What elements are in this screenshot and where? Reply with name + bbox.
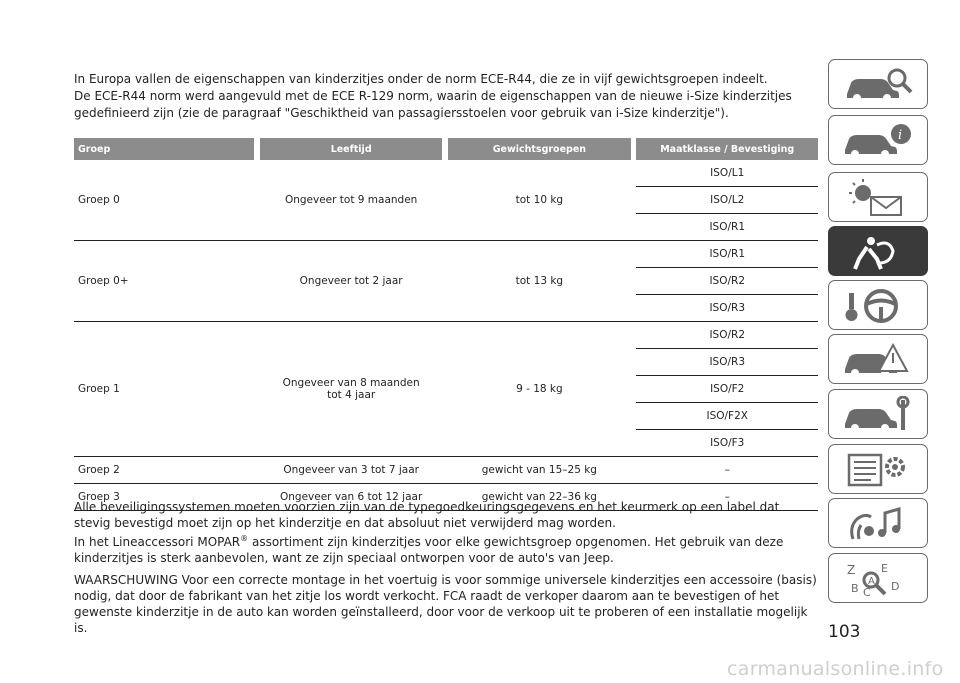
intro-paragraph-2: De ECE-R44 norm werd aangevuld met de ECE R-129 norm, waarin de eigenschappen van de nieuwe i-Size kinderzitjes gedefinieerd zijn (zie de paragraaf "Geschiktheid van passagiersstoelen voor gebruik van i-Size kinderzitje"). <box>74 89 792 120</box>
svg-text:i: i <box>898 128 903 143</box>
intro-text <box>74 71 818 122</box>
tab-car-warning[interactable] <box>828 334 928 384</box>
header-gewichtsgroepen: Gewichtsgroepen <box>448 138 631 160</box>
cell-iso: ISO/R1 <box>636 214 818 241</box>
car-search-icon <box>841 66 917 104</box>
warning-lights-icon <box>841 179 917 217</box>
outro-paragraph-3: WAARSCHUWING Voor een correcte montage in het voertuig is voor sommige universele kinderzitjes een accessoire (basis) nodig, dat door de fabrikant van het zitje los wordt verkocht. FCA raadt de verkoper daarom aan te bevestigen of het gewenste kinderzitje in de auto kan worden geïnstalleerd, door voor de verkoop uit te proberen of een installatie mogelijk is. <box>74 573 817 635</box>
table-row <box>74 322 818 349</box>
tab-multimedia[interactable] <box>828 498 928 548</box>
intro-paragraph-1: In Europa vallen de eigenschappen van kinderzitjes onder de norm ECE-R44, die ze in vijf gewichtsgroepen indeelt. <box>74 72 768 86</box>
car-warning-icon <box>841 341 917 379</box>
svg-text:A: A <box>868 576 875 587</box>
table-row <box>74 457 818 484</box>
tab-airbag-seat[interactable] <box>828 226 928 276</box>
cell-groep: Groep 2 <box>74 457 254 484</box>
svg-text:E: E <box>881 562 888 575</box>
cell-gewicht: tot 10 kg <box>448 160 631 241</box>
cell-groep: Groep 0+ <box>74 241 254 322</box>
table-header-row <box>74 138 818 160</box>
airbag-seat-icon <box>841 233 917 271</box>
svg-text:Z: Z <box>847 563 856 577</box>
table-row <box>74 160 818 187</box>
cell-leeftijd: Ongeveer tot 2 jaar <box>260 241 442 322</box>
outro-paragraph-2: In het Lineaccessori MOPAR® assortiment zijn kinderzitjes voor elke gewichtsgroep opgenomen. Het gebruik van deze kinderzitjes is sterk aanbevolen, want ze zijn speciaal ontworpen voor de auto's van Jeep. <box>74 534 784 565</box>
index-icon <box>841 560 917 598</box>
cell-groep: Groep 3 <box>74 484 254 511</box>
cell-leeftijd: Ongeveer van 8 maanden tot 4 jaar <box>260 322 442 457</box>
cell-iso: – <box>636 484 818 511</box>
cell-gewicht: tot 13 kg <box>448 241 631 322</box>
table-row <box>74 241 818 268</box>
cell-leeftijd: Ongeveer van 3 tot 7 jaar <box>260 457 442 484</box>
cell-iso: – <box>636 457 818 484</box>
cell-groep: Groep 0 <box>74 160 254 241</box>
tab-steering-wheel[interactable] <box>828 280 928 330</box>
cell-iso: ISO/R3 <box>636 349 818 376</box>
cell-iso: ISO/R1 <box>636 241 818 268</box>
tab-car-search[interactable] <box>828 59 928 109</box>
page-number: 103 <box>828 622 861 642</box>
cell-iso: ISO/L2 <box>636 187 818 214</box>
svg-text:B: B <box>851 582 859 595</box>
watermark: carmanualsonline.info <box>727 658 944 680</box>
cell-iso: ISO/F2 <box>636 376 818 403</box>
cell-iso: ISO/F2X <box>636 403 818 430</box>
cell-iso: ISO/F3 <box>636 430 818 457</box>
cell-gewicht: 9 - 18 kg <box>448 322 631 457</box>
child-seat-groups-table <box>74 138 818 511</box>
cell-leeftijd: Ongeveer tot 9 maanden <box>260 160 442 241</box>
cell-iso: ISO/R2 <box>636 322 818 349</box>
outro-paragraph-1: Alle beveiligingssystemen moeten voorzien zijn van de typegoedkeuringsgegevens en het keurmerk op een label dat stevig bevestigd moet zijn op het kinderzitje en dat absoluut niet verwijderd mag worden. <box>74 500 780 530</box>
header-maatklasse: Maatklasse / Bevestiging <box>636 138 818 160</box>
cell-leeftijd: Ongeveer van 6 tot 12 jaar <box>260 484 442 511</box>
cell-iso: ISO/R2 <box>636 268 818 295</box>
tab-car-service[interactable] <box>828 389 928 439</box>
outro-text <box>74 499 818 642</box>
header-leeftijd: Leeftijd <box>260 138 442 160</box>
steering-wheel-icon <box>841 287 917 325</box>
tab-index[interactable] <box>828 553 928 603</box>
multimedia-icon <box>841 505 917 543</box>
tab-car-info[interactable] <box>828 115 928 165</box>
tab-technical-data[interactable] <box>828 444 928 494</box>
technical-data-icon <box>841 451 917 489</box>
cell-gewicht: gewicht van 15–25 kg <box>448 457 631 484</box>
svg-text:C: C <box>863 586 871 598</box>
header-groep: Groep <box>74 138 254 160</box>
cell-groep: Groep 1 <box>74 322 254 457</box>
cell-gewicht: gewicht van 22–36 kg <box>448 484 631 511</box>
car-service-icon <box>841 396 917 434</box>
svg-text:D: D <box>891 580 900 593</box>
cell-iso: ISO/R3 <box>636 295 818 322</box>
tab-warning-lights[interactable] <box>828 172 928 222</box>
cell-iso: ISO/L1 <box>636 160 818 187</box>
car-info-icon <box>841 122 917 160</box>
